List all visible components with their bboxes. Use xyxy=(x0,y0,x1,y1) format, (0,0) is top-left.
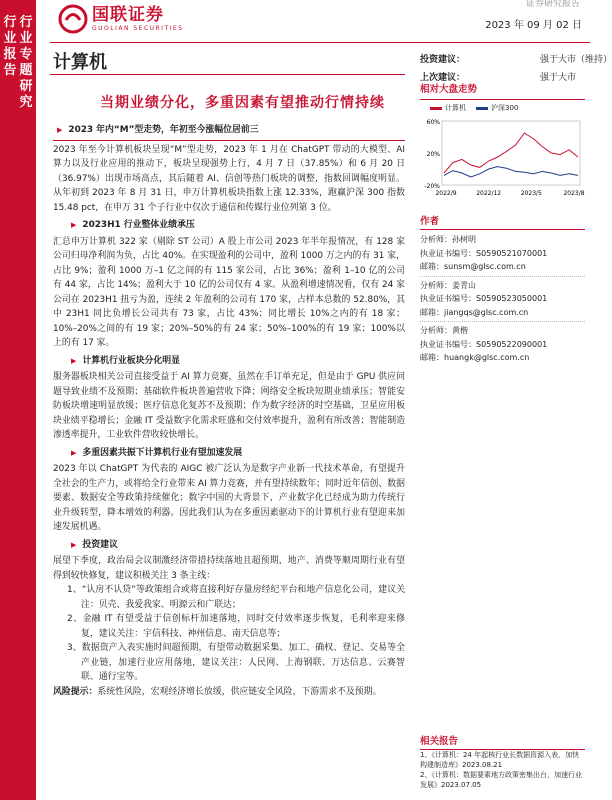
rating-value: 强于大市（维持） xyxy=(540,55,612,65)
y-tick-label: 60% xyxy=(426,119,440,126)
related-item[interactable]: 2、《计算机：数据要素地方政策密集出台，加速行业发展》2023.07.05 xyxy=(420,771,582,789)
list-item: 1、“认房不认贷”等政策组合或将直接利好存量房经纪平台和地产信息化公司，建议关注：贝壳、我爱我家、明源云和广联达； xyxy=(67,585,405,610)
sidebar-label-report: 行业报告 xyxy=(3,15,17,78)
series-line-hs300 xyxy=(444,167,578,177)
legend-item-hs300: 沪深300 xyxy=(476,103,518,113)
section-paragraph: 2023 年至今计算机板块呈现“M”型走势，2023 年 1 月在 ChatGPT 带动的大模型、AI 算力以及行业应用的推动下，板块呈现强势上行，4 月 7 日（37.85%）和 6 月 20 日（36.97%）出现市场高点，其后随着 AI、信创等热门板块的调整，指数回调幅度明显。从年初到 2023 年 8 月 31 日，申万计算机板块指数上涨 12.33%，跑赢沪深 300 指数 15.48 pct，在申万 31 个子行业中仅次于通信和传媒行业位列第 3 位。 xyxy=(53,144,405,213)
section-heading: ▶ 2023H1 行业整体业绩承压 xyxy=(71,220,195,230)
risk-label: 风险提示： xyxy=(53,686,98,697)
chart-plot xyxy=(420,113,585,203)
rating-prev-value: 强于大市 xyxy=(540,73,577,83)
author-block xyxy=(420,213,585,365)
analyst-name: 分析师：孙树明 xyxy=(420,235,476,244)
legend-swatch xyxy=(430,107,442,110)
related-item[interactable]: 1、《计算机：24 年起核行业长数据资源入表，加快构建制造库》2023.08.21 xyxy=(420,751,580,769)
sidebar-label-topic: 行业专题研究 xyxy=(19,15,33,110)
sidebar-band xyxy=(0,0,36,800)
author-divider xyxy=(420,321,585,322)
author-title: 作者 xyxy=(420,213,585,230)
triangle-icon: ▶ xyxy=(71,540,77,549)
x-tick-label: 2022/9 xyxy=(435,190,457,197)
report-date: 2023 年 09 月 02 日 xyxy=(485,20,582,31)
logo-name-en: GUOLIAN SECURITIES xyxy=(92,25,184,32)
section-paragraph: 2023 年以 ChatGPT 为代表的 AIGC 被广泛认为是数字产业新一代技术革命，有望提升全社会的生产力，或将给全行业带来 AI 算力竞赛，并有望持续数年；同时近年信创、数据要素、数据安全等政策持续催化；数字中国的大背景下，产业数字化已经成为助力传统行业升级转型，降本增效的利器。因此我们认为在多重因素驱动下的计算机行业有望迎来加速发展机遇。 xyxy=(53,464,405,532)
x-tick-label: 2023/5 xyxy=(520,190,542,197)
chart-legend xyxy=(430,103,585,113)
related-title: 相关报告 xyxy=(420,737,585,750)
analyst-name: 分析师：姜青山 xyxy=(420,280,476,290)
section-paragraph: 服务器板块相关公司直接受益于 AI 算力竞赛，虽然在手订单充足，但是由于 GPU 供应问题导致业绩不及预期；基础软件板块普遍营收下降；网络安全板块短期业绩承压；智能安防板块增速明显放缓；医疗信息化复苏不及预期；作为数字经济的时空基础，卫星应用板块业绩平稳增长；金融 IT 受益数字化需求旺盛和交付效率提升，盈利有所改善；智能制造渗透率提升，工业软件营收较快增长。 xyxy=(53,372,405,440)
related-reports xyxy=(420,737,585,790)
logo-name-cn: 国联证券 xyxy=(92,5,164,25)
section-heading: ▶ 2023 年内“M”型走势，年初至今涨幅位居前三 xyxy=(53,123,405,141)
legend-swatch xyxy=(476,107,488,110)
legend-item-computer: 计算机 xyxy=(430,103,466,113)
section-heading: ▶ 投资建议 xyxy=(71,539,118,550)
report-body xyxy=(53,120,405,699)
analyst-email: 邮箱：huangk@glsc.com.cn xyxy=(420,353,530,362)
section-heading: ▶ 多重因素共振下计算机行业有望加速发展 xyxy=(71,447,243,458)
analyst-cert: 执业证书编号：S0590521070001 xyxy=(420,248,548,258)
doc-type: 证券研究报告 xyxy=(525,0,580,9)
rating-current xyxy=(420,52,612,65)
risk-note xyxy=(53,685,405,700)
analyst-cert: 执业证书编号：S0590522090001 xyxy=(420,339,548,349)
section-paragraph: 展望下季度，政治局会议制激经济带措持续落地且超预期，地产、消费等顺周期行业有望得到较快修复，建议积极关注 3 条主线： xyxy=(53,556,405,581)
analyst-cert: 执业证书编号：S0590523050001 xyxy=(420,294,548,303)
rating-previous xyxy=(420,70,577,83)
rating-prev-label: 上次建议： xyxy=(420,73,466,83)
sector-divider xyxy=(50,74,405,75)
section-heading: ▶ 计算机行业板块分化明显 xyxy=(71,355,181,366)
list-item: 3、数据资产入表实施时间超预期，有望带动数据采集、加工、确权、登记、交易等全产业链，加速行业应用落地，建议关注：人民网、上海钢联、万达信息、云赛智联、通行宝等。 xyxy=(67,643,405,682)
y-tick-label: -20% xyxy=(424,183,440,190)
analyst-email: 邮箱：sunsm@glsc.com.cn xyxy=(420,262,526,271)
header-divider xyxy=(50,42,590,43)
chart-title: 相对大盘走势 xyxy=(420,84,585,100)
author-divider xyxy=(420,276,585,277)
triangle-icon: ▶ xyxy=(71,356,77,365)
section-paragraph: 汇总申万计算机 322 家（剔除 ST 公司）A 股上市公司 2023 年半年报情况，有 128 家公司归母净利润为负，占比 40%。在实现盈利的公司中，盈利 1000 万之内的有 31 家，占比 9%；盈利 1000 万–1 亿之间的有 115 家公司，占比 36%；盈利 1–10 亿的公司有 44 家，占比 14%；盈利大于 10 亿的公司仅有 4 家。从盈利增速情况看，仅有 24 家公司在 2023H1 扭亏为盈，连续 2 年盈利的公司有 170 家，占样本总数的 52.80%，其中 23H1 同比负增长公司共有 73 家，占比 43%；同比增长 10%之内的有 18 家；10%–20%之间的有 19 家；20%–50%的有 24 家；50%–100%的有 19 家；100%以上的有 17 家。 xyxy=(53,236,405,348)
x-tick-label: 2022/12 xyxy=(476,190,502,197)
triangle-icon: ▶ xyxy=(71,448,77,457)
sector-name: 计算机 xyxy=(53,52,107,73)
analyst-name: 分析师：黄楷 xyxy=(420,326,468,335)
risk-text: 系统性风险，宏观经济增长放缓，供应链安全风险，下游需求不及预期。 xyxy=(97,686,382,697)
rating-label: 投资建议： xyxy=(420,55,466,65)
series-line-computer xyxy=(444,133,578,173)
triangle-icon: ▶ xyxy=(57,126,63,134)
triangle-icon: ▶ xyxy=(71,221,77,229)
relative-performance-chart xyxy=(420,103,585,203)
analyst-email: 邮箱：jiangqs@glsc.com.cn xyxy=(420,307,529,317)
x-tick-label: 2023/8 xyxy=(563,190,585,197)
list-item: 2、金融 IT 有望受益于信创标杆加速落地，同时交付效率逐步恢复，毛利率迎来修复，建议关注：宇信科技、神州信息、南天信息等； xyxy=(67,614,405,639)
y-tick-label: 20% xyxy=(426,151,440,158)
report-title: 当期业绩分化，多重因素有望推动行情持续 xyxy=(100,95,385,111)
logo-mark-icon xyxy=(58,4,88,34)
brand-logo xyxy=(58,4,184,34)
chart-title-block xyxy=(420,84,585,100)
